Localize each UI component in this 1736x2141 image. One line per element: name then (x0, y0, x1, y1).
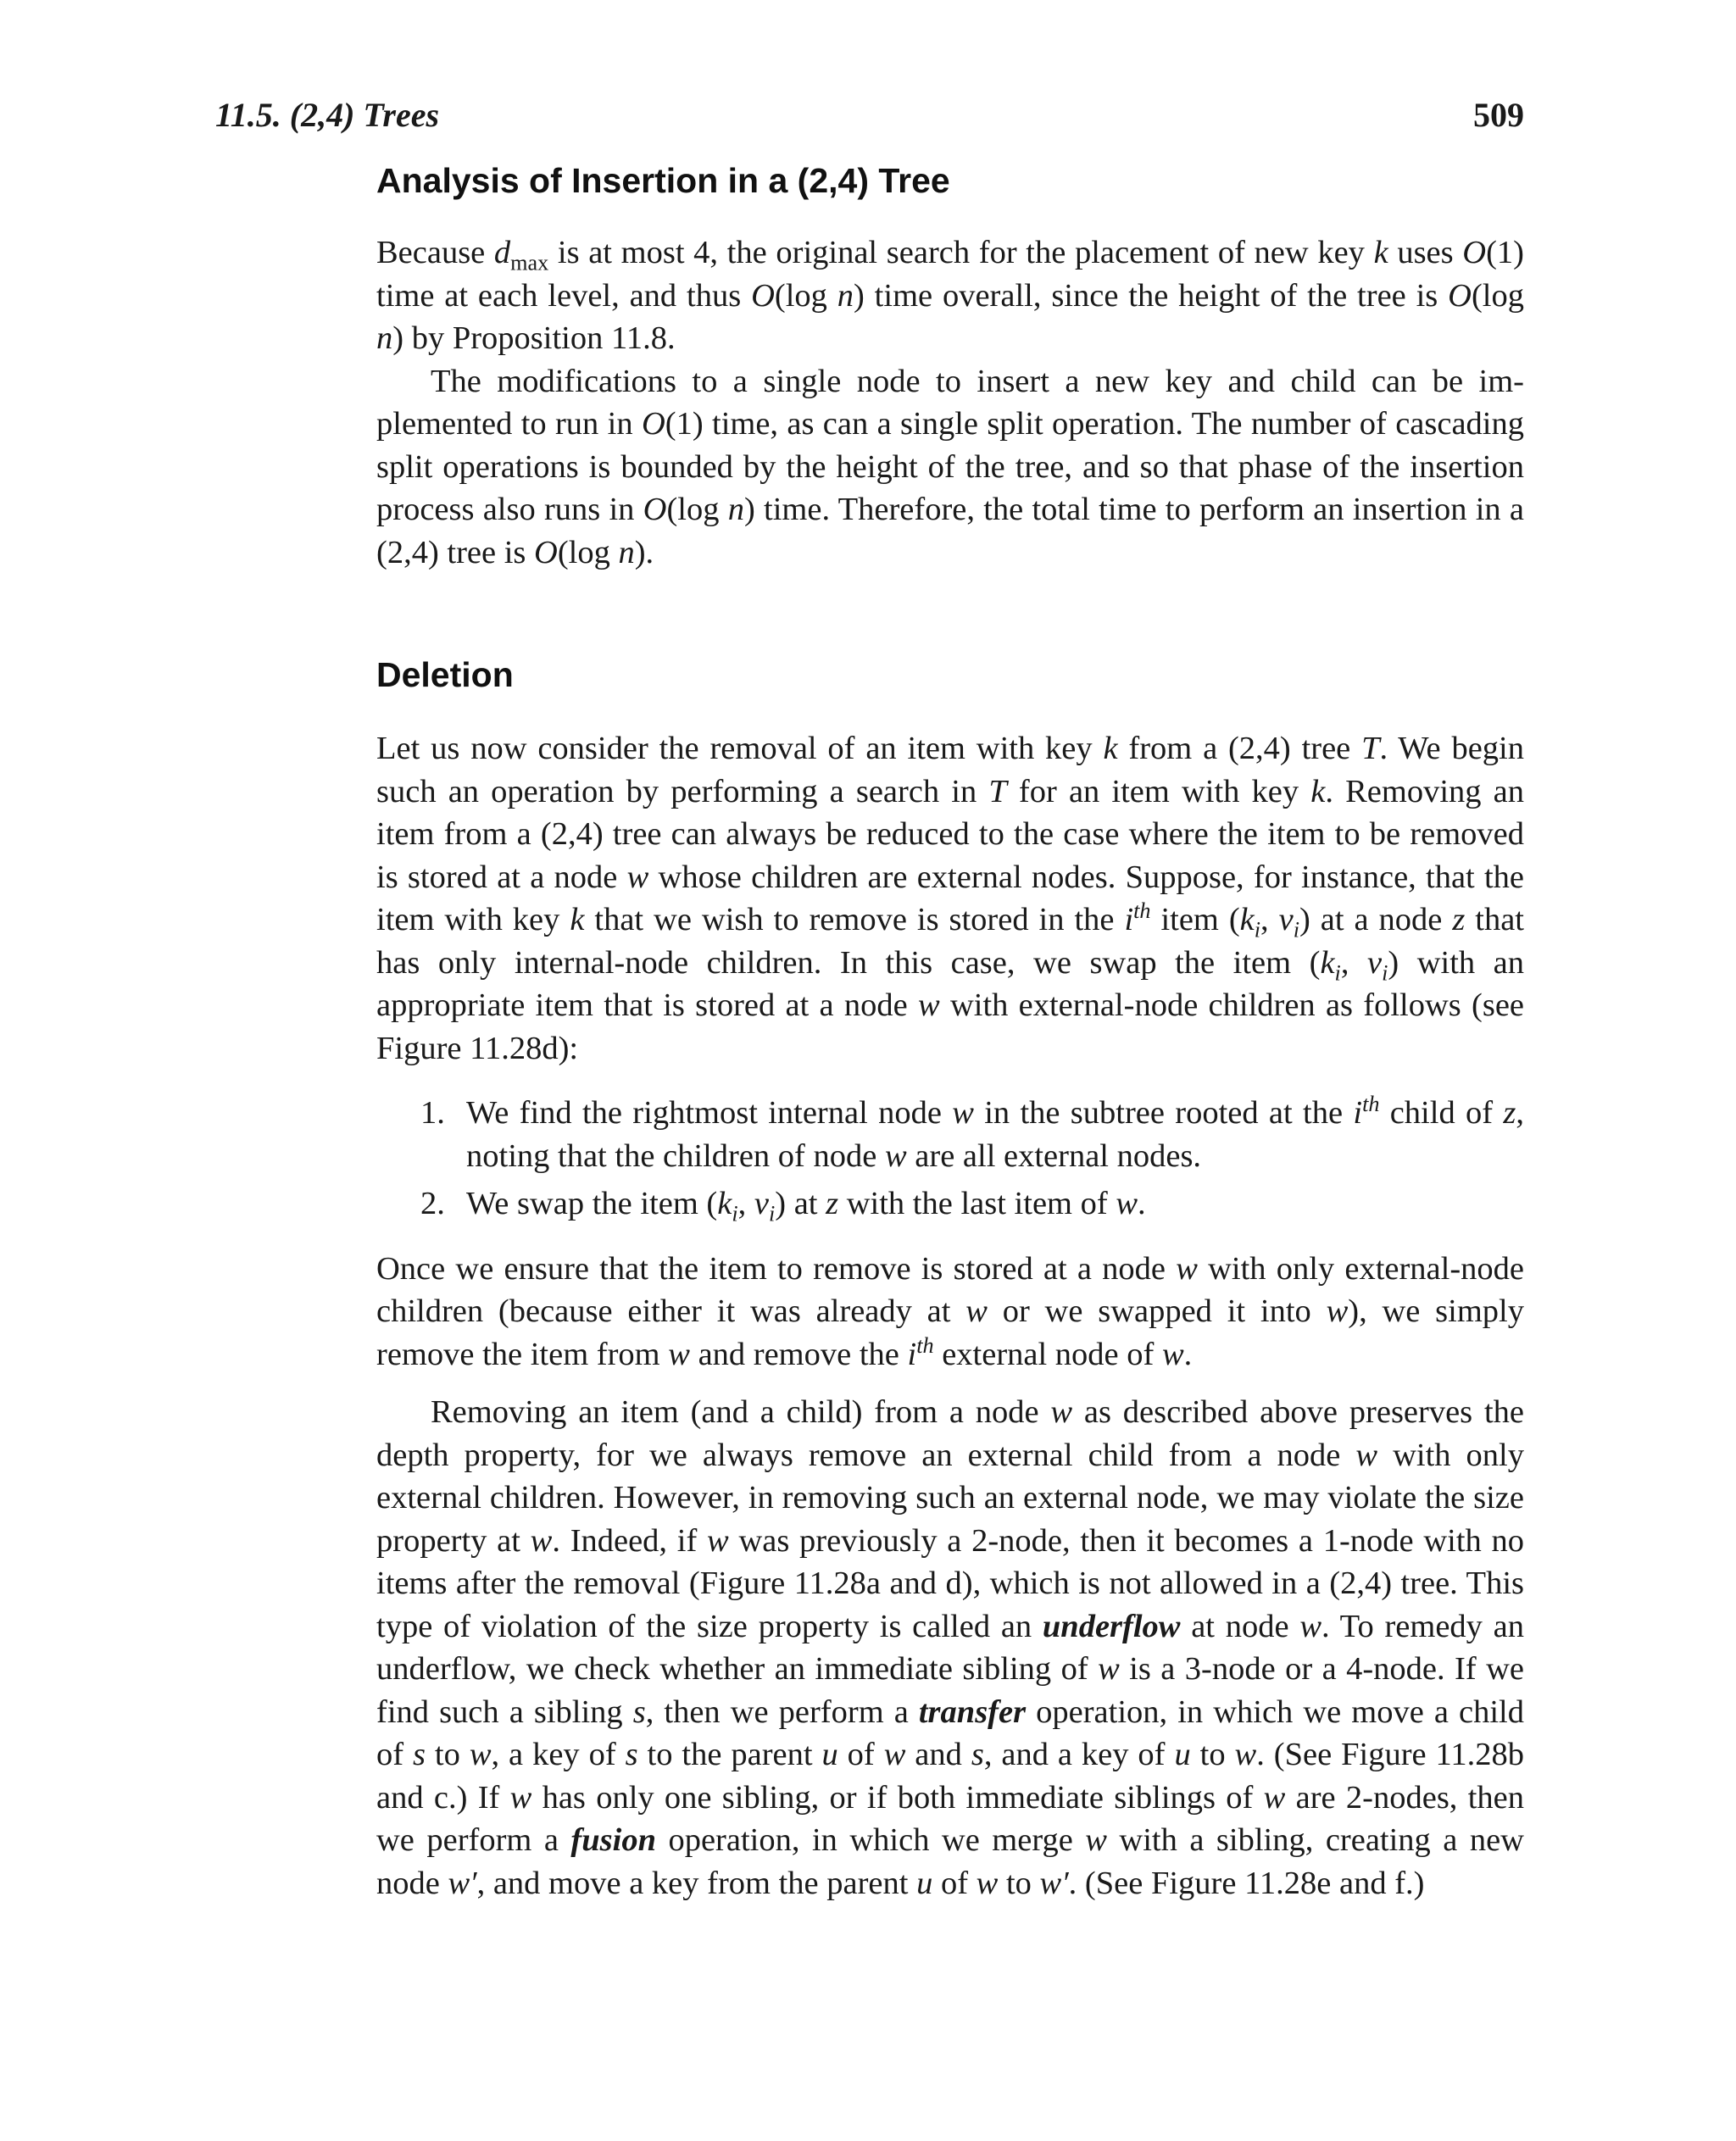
swap-steps-list (376, 1092, 1524, 1226)
term-underflow: underflow (1042, 1608, 1181, 1644)
deletion-heading: Deletion (376, 655, 514, 694)
analysis-heading: Analysis of Insertion in a (2,4) Tree (376, 161, 950, 200)
list-item: 1. We find the rightmost internal node w in the subtree rooted at the $i^{th}$ child of z, noting that the children of node w are all external nodes. (420, 1092, 1524, 1174)
deletion-paragraph-2: Once we ensure that the item to remove is stored at a node w with only external-node children (because either it was already at w or we swapped it into w), we simply remove the item from w and remove the $i^{th}$ external node of w. (376, 1250, 1525, 1372)
term-transfer: transfer (918, 1693, 1027, 1730)
term-fusion: fusion (570, 1822, 656, 1858)
analysis-paragraph-2: The modifications to a single node to insert a new key and child can be implemented to run in O(1) time, as can a single split operation. The number of cascading split operations is bounded by the height of the tree, and so that phase of the insertion process also runs in O(log n) time. Therefore, the total time to perform an insertion in a (2,4) tree is O(log n). (376, 363, 1524, 570)
main-content (376, 161, 1524, 1905)
deletion-paragraph-1: Let us now consider the removal of an item with key k from a (2,4) tree T. We begin such an operation by performing a search in T for an item with key k. Removing an item from a (2,4) tree can always be reduced to the case where the item to be removed is stored at a node w whose children are external nodes. Suppose, for instance, that the item with key k that we wish to remove is stored in the $i^{th}$ item ($k_i$, $v_i$) at a node z that has only internal-node children. In this case, we swap the item ($k_i$, $v_i$) with an appropriate item that is stored at a node w with external-node children as follows (see Figure 11.28d): (376, 731, 1525, 1066)
list-item: 2. We swap the item ($k_i$, $v_i$) at z with the last item of w. (420, 1186, 1146, 1226)
page-number: 509 (1473, 96, 1524, 134)
analysis-paragraph-1: Because $d_{max}$ is at most 4, the original search for the placement of new key k uses O(1) time at each level, and thus O(log n) time overall, since the height of the tree is O(log n) by Proposition 11.8. (376, 235, 1524, 356)
deletion-paragraph-3: Removing an item (and a child) from a node w as described above preserves the depth property, for we always remove an external child from a node w with only external children. However, in removing such an external node, we may violate the size property at w. Indeed, if w was previously a 2-node, then it becomes a 1-node with no items after the removal (Figure 11.28a and d), which is not allowed in a (2,4) tree. This type of violation of the size property is called an underflow at node w. To remedy an underflow, we check whether an immediate sibling of w is a 3-node or a 4-node. If we find such a sibling s, then we perform a transfer operation, in which we move a child of s to w, a key of s to the parent u of w and s, and a key of u to w. (See Figure 11.28b and c.) If w has only one sibling, or if both immediate siblings of w are 2-nodes, then we perform a fusion operation, in which we merge w with a sibling, creating a new node w′, and move a key from the parent u of w to w′. (See Figure 11.28e and f.) (376, 1394, 1524, 1901)
section-title: 11.5. (2,4) Trees (215, 96, 440, 134)
running-head (215, 95, 1524, 135)
